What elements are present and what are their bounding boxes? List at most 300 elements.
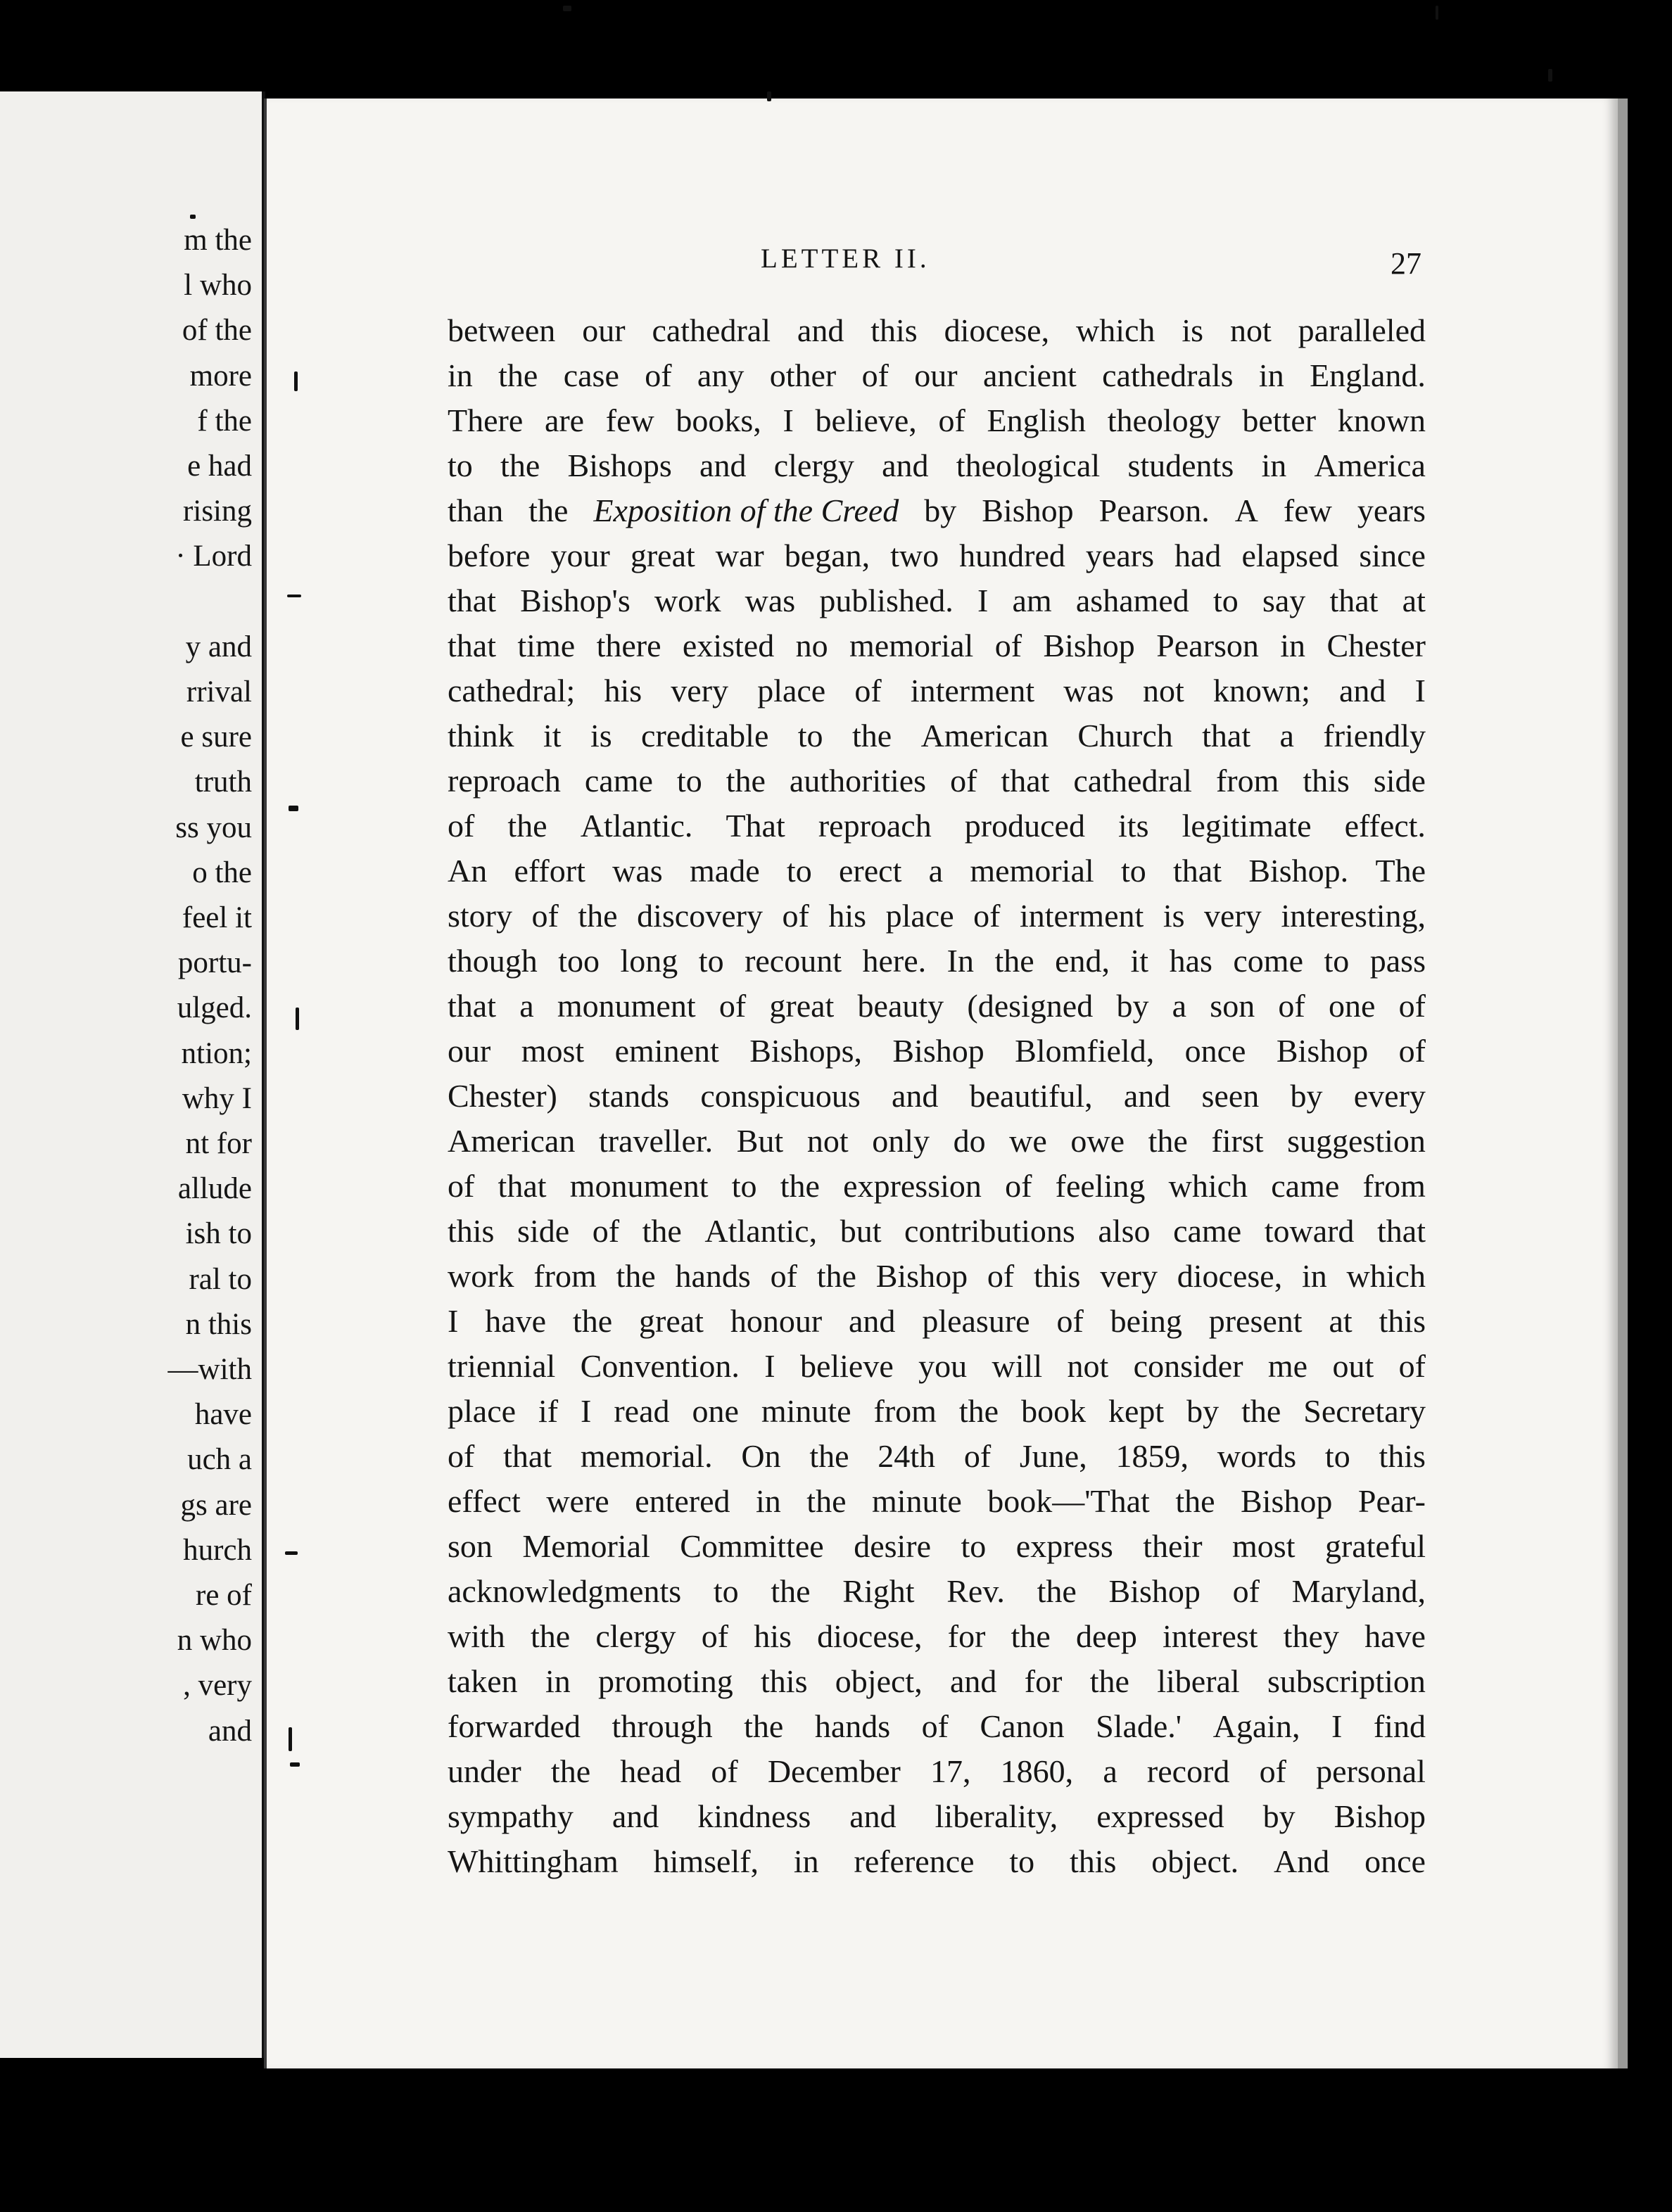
word: and	[849, 1303, 896, 1339]
word: Bishop	[1276, 1033, 1369, 1069]
word: minute	[871, 1483, 962, 1519]
word: once	[1184, 1033, 1246, 1069]
word: There	[448, 402, 524, 438]
word: Maryland,	[1291, 1573, 1426, 1609]
word: the	[726, 763, 766, 799]
facing-page-fragment: ss you	[175, 811, 252, 844]
word: But	[736, 1123, 784, 1159]
word: American	[920, 718, 1049, 754]
word: the	[507, 808, 547, 844]
word: produced	[964, 808, 1085, 844]
word: effect.	[1344, 808, 1426, 844]
word: expression	[843, 1168, 982, 1204]
word: Bishop	[1108, 1573, 1201, 1609]
word: began,	[784, 538, 870, 573]
word: will	[992, 1348, 1043, 1384]
word: eminent	[614, 1033, 719, 1069]
word: kindness	[697, 1798, 811, 1834]
word: I	[783, 402, 794, 438]
word: clergy	[773, 447, 854, 483]
word: the	[500, 447, 540, 483]
word: this	[761, 1663, 808, 1699]
word: his	[828, 898, 867, 934]
word: is	[590, 718, 612, 754]
word: son	[1210, 988, 1255, 1024]
word: diocese,	[1177, 1258, 1283, 1294]
word: (designed	[967, 988, 1094, 1024]
facing-page-fragment: —with	[167, 1353, 252, 1386]
facing-page-fragment: ulged.	[177, 991, 252, 1025]
word: creditable	[641, 718, 769, 754]
word: I	[977, 583, 989, 618]
word: too	[558, 943, 600, 979]
word: since	[1359, 538, 1426, 573]
word: once	[1364, 1843, 1426, 1879]
word: this	[448, 1213, 495, 1249]
word: minute	[761, 1393, 851, 1429]
word: to	[448, 447, 473, 483]
word: expressed	[1096, 1798, 1224, 1834]
word: legitimate	[1182, 808, 1312, 844]
word: came	[584, 763, 653, 799]
word: not	[1229, 312, 1272, 348]
word: and	[797, 312, 844, 348]
word: triennial	[448, 1348, 556, 1384]
word: for	[947, 1618, 986, 1654]
word: published.	[819, 583, 954, 618]
word: of	[701, 1618, 729, 1654]
text-line	[448, 1614, 1426, 1659]
text-line	[448, 1164, 1426, 1209]
word: reproach	[818, 808, 932, 844]
word: conspicuous	[700, 1078, 861, 1114]
word: grateful	[1324, 1528, 1426, 1564]
word: their	[1143, 1528, 1203, 1564]
facing-page-fragment: e had	[187, 450, 252, 483]
word: which	[1076, 312, 1155, 348]
text-line	[448, 623, 1426, 668]
text-line	[448, 1524, 1426, 1569]
word: think	[448, 718, 514, 754]
word: most	[521, 1033, 585, 1069]
word: acknowledgments	[448, 1573, 682, 1609]
word: years	[1357, 492, 1426, 528]
word: consider	[1133, 1348, 1243, 1384]
word: the	[550, 1753, 591, 1789]
word: between	[448, 312, 556, 348]
word: of	[973, 898, 1001, 934]
word: had	[1174, 538, 1222, 573]
word: of	[963, 1438, 992, 1474]
text-line	[448, 1254, 1426, 1299]
word: read	[614, 1393, 670, 1429]
word: there	[596, 628, 661, 663]
facing-page-fragment: l who	[184, 269, 252, 303]
word: of	[1398, 988, 1426, 1024]
word: at	[1329, 1303, 1353, 1339]
text-line	[448, 488, 1426, 533]
word: of	[1056, 1303, 1084, 1339]
word: diocese,	[817, 1618, 923, 1654]
word: kept	[1108, 1393, 1165, 1429]
word: Right	[842, 1573, 915, 1609]
word: with	[448, 1618, 505, 1654]
word: by	[1186, 1393, 1220, 1429]
word: of	[448, 1438, 475, 1474]
word: toward	[1264, 1213, 1355, 1249]
word: ashamed	[1075, 583, 1189, 618]
word: the	[1148, 1123, 1188, 1159]
text-line	[448, 758, 1426, 803]
facing-page-fragment: m the	[184, 224, 252, 257]
word: story	[448, 898, 512, 934]
word: Slade.'	[1096, 1708, 1182, 1744]
word: liberal	[1157, 1663, 1240, 1699]
word: to	[731, 1168, 757, 1204]
facing-page-fragment: ntion;	[181, 1036, 252, 1070]
facing-page-fragment: n this	[185, 1307, 252, 1341]
word: discovery	[637, 898, 763, 934]
facing-page-fragment: e sure	[180, 720, 252, 754]
word: great	[639, 1303, 704, 1339]
text-line	[448, 1704, 1426, 1749]
word: America	[1314, 447, 1426, 483]
word: Again,	[1212, 1708, 1300, 1744]
text-line	[448, 668, 1426, 713]
word: the	[806, 1483, 847, 1519]
facing-page-fragment: f the	[197, 404, 252, 438]
word: of	[782, 898, 809, 934]
word: cathedral;	[448, 673, 576, 708]
word: though	[448, 943, 538, 979]
word: of	[861, 357, 889, 393]
word: stands	[588, 1078, 670, 1114]
scan-speck	[190, 215, 196, 219]
word: at	[1402, 583, 1426, 618]
word: hands	[675, 1258, 751, 1294]
word: words	[1217, 1438, 1297, 1474]
word: has	[1169, 943, 1212, 979]
word: personal	[1316, 1753, 1426, 1789]
word: every	[1353, 1078, 1426, 1114]
word: Convention.	[580, 1348, 740, 1384]
word: to	[786, 853, 812, 889]
word: object.	[1151, 1843, 1239, 1879]
word: place	[885, 898, 954, 934]
word: the	[528, 492, 569, 528]
word: we	[1009, 1123, 1047, 1159]
word: to	[1120, 853, 1146, 889]
text-line	[448, 1389, 1426, 1434]
word: the	[578, 898, 618, 934]
word: do	[953, 1123, 986, 1159]
word: I	[581, 1393, 592, 1429]
word: June,	[1019, 1438, 1087, 1474]
word: I	[448, 1303, 459, 1339]
word: of	[921, 1708, 949, 1744]
word: place	[448, 1393, 517, 1429]
word: his	[754, 1618, 792, 1654]
word: from	[873, 1393, 937, 1429]
word: that	[448, 583, 496, 618]
facing-page-fragment: and	[208, 1714, 252, 1748]
word: before	[448, 538, 531, 573]
word: suggestion	[1287, 1123, 1426, 1159]
word: books,	[676, 402, 761, 438]
word: from	[1215, 763, 1279, 799]
word: case	[563, 357, 619, 393]
word: Chester)	[448, 1078, 557, 1114]
word: of	[987, 1258, 1015, 1294]
word: honour	[730, 1303, 823, 1339]
word: that	[1202, 718, 1251, 754]
word: the	[994, 943, 1034, 979]
word: contributions	[904, 1213, 1075, 1249]
word: pass	[1369, 943, 1426, 979]
word: in	[448, 357, 473, 393]
word: beauty	[857, 988, 944, 1024]
word: a	[519, 988, 534, 1024]
word: 17,	[930, 1753, 971, 1789]
word: by	[1262, 1798, 1296, 1834]
word: a	[1103, 1753, 1117, 1789]
word: Bishop	[875, 1258, 968, 1294]
word: and	[699, 447, 747, 483]
text-line	[448, 1029, 1426, 1074]
word: side	[1373, 763, 1426, 799]
word: hands	[814, 1708, 891, 1744]
word: English	[987, 402, 1087, 438]
word: pleasure	[922, 1303, 1030, 1339]
word: interment	[1020, 898, 1144, 934]
word: elapsed	[1241, 538, 1339, 573]
word: that	[1173, 853, 1222, 889]
word: and	[882, 447, 929, 483]
word: paralleled	[1298, 312, 1426, 348]
text-line	[448, 848, 1426, 894]
word: is	[1163, 898, 1185, 934]
word: first	[1211, 1123, 1264, 1159]
word: the	[771, 1573, 811, 1609]
word: Bishop	[982, 492, 1074, 528]
word: was	[612, 853, 663, 889]
word: by	[1290, 1078, 1323, 1114]
word: your	[550, 538, 610, 573]
word: not	[1142, 673, 1184, 708]
word: existed	[682, 628, 775, 663]
word: came	[1173, 1213, 1242, 1249]
scan-speck	[1436, 6, 1438, 20]
facing-page-fragment: feel it	[182, 901, 252, 934]
text-line	[448, 1749, 1426, 1794]
word: owe	[1070, 1123, 1125, 1159]
word: not	[806, 1123, 849, 1159]
word: end,	[1055, 943, 1110, 979]
word: long	[620, 943, 678, 979]
word: the	[851, 718, 892, 754]
word: Bishops,	[749, 1033, 862, 1069]
word: under	[448, 1753, 521, 1789]
word: the	[498, 357, 538, 393]
word: time	[517, 628, 576, 663]
word: authorities	[789, 763, 927, 799]
word: than	[448, 492, 504, 528]
word: that	[503, 1438, 552, 1474]
word: December	[767, 1753, 901, 1789]
text-line	[448, 984, 1426, 1029]
word: liberality,	[935, 1798, 1058, 1834]
word: cathedral	[1073, 763, 1192, 799]
word: and	[849, 1798, 897, 1834]
word: recount	[745, 943, 842, 979]
word: Bishop	[892, 1033, 984, 1069]
word: one	[692, 1393, 739, 1429]
word: taken	[448, 1663, 518, 1699]
scan-speck	[290, 1762, 300, 1767]
book-page	[264, 98, 1628, 2068]
word: of	[950, 763, 977, 799]
text-line	[448, 1119, 1426, 1164]
word: 24th	[878, 1438, 936, 1474]
word: erect	[839, 853, 902, 889]
word: Blomfield,	[1015, 1033, 1155, 1069]
word: for	[1024, 1663, 1063, 1699]
scan-speck	[285, 1551, 298, 1555]
word: war	[715, 538, 764, 573]
word: known;	[1212, 673, 1310, 708]
word: this	[1303, 763, 1350, 799]
word: very	[671, 673, 729, 708]
word: very	[1100, 1258, 1158, 1294]
word: also	[1098, 1213, 1151, 1249]
facing-page-fragment: truth	[194, 765, 252, 799]
facing-page-fragment: have	[194, 1398, 252, 1432]
text-line	[448, 1839, 1426, 1884]
text-line	[448, 1479, 1426, 1524]
scan-speck	[287, 595, 301, 597]
word: out	[1332, 1348, 1374, 1384]
facing-page-fragment: y and	[185, 630, 252, 663]
word: no	[795, 628, 828, 663]
word: to	[1009, 1843, 1035, 1879]
scan-speck	[289, 806, 298, 811]
facing-page-fragment: rrival	[186, 675, 252, 708]
facing-page-fragment: n who	[177, 1624, 252, 1658]
text-line	[448, 533, 1426, 578]
facing-page-fragment: nt for	[185, 1127, 252, 1160]
word: better	[1242, 402, 1317, 438]
word: few	[1283, 492, 1332, 528]
facing-page-fragment: · Lord	[175, 540, 252, 573]
word: memorial	[849, 628, 974, 663]
word: it	[543, 718, 562, 754]
word: seen	[1201, 1078, 1260, 1114]
word: other	[769, 357, 837, 393]
word: of	[994, 628, 1022, 663]
word: friendly	[1323, 718, 1426, 754]
facing-page	[0, 91, 265, 2058]
text-line	[448, 1659, 1426, 1704]
word: this	[1033, 1258, 1081, 1294]
word: England.	[1310, 357, 1426, 393]
text-line	[448, 443, 1426, 488]
word: in	[545, 1663, 571, 1699]
word: believe	[799, 1348, 894, 1384]
word: the	[958, 1393, 999, 1429]
word: me	[1267, 1348, 1308, 1384]
word: the	[1037, 1573, 1077, 1609]
word: interest	[1163, 1618, 1258, 1654]
facing-page-fragment: of the	[182, 314, 252, 348]
word: monument	[569, 1168, 709, 1204]
word: work	[654, 583, 721, 618]
word: it	[1130, 943, 1149, 979]
word: of	[1259, 1753, 1286, 1789]
word: record	[1146, 1753, 1230, 1789]
text-line	[448, 939, 1426, 984]
word: in	[1280, 628, 1306, 663]
word: Church	[1077, 718, 1173, 754]
word: any	[697, 357, 745, 393]
facing-page-fragment: uch a	[187, 1443, 252, 1477]
word: That	[726, 808, 785, 844]
word: to	[713, 1573, 739, 1609]
text-line	[448, 308, 1426, 353]
word: made	[690, 853, 760, 889]
word: of	[938, 402, 965, 438]
text-line	[448, 353, 1426, 398]
word: they	[1283, 1618, 1339, 1654]
word: the	[744, 1708, 784, 1744]
word: of	[448, 808, 475, 844]
word: desire	[854, 1528, 932, 1564]
text-line	[448, 1434, 1426, 1479]
word: work	[448, 1258, 514, 1294]
word: students	[1127, 447, 1234, 483]
word: in	[1301, 1258, 1327, 1294]
facing-page-fragment: portu-	[177, 946, 252, 980]
word: 1859,	[1115, 1438, 1189, 1474]
word: of	[770, 1258, 797, 1294]
word: Bishop	[1334, 1798, 1426, 1834]
word: and	[1339, 673, 1386, 708]
word: I	[1414, 673, 1426, 708]
text-line	[448, 1299, 1426, 1344]
word: find	[1373, 1708, 1426, 1744]
word: a	[1279, 718, 1294, 754]
word: Rev.	[946, 1573, 1005, 1609]
facing-page-fragment: o the	[192, 856, 252, 889]
facing-page-fragment: why I	[182, 1081, 252, 1115]
word: the	[530, 1618, 571, 1654]
word: express	[1015, 1528, 1113, 1564]
word: effort	[514, 853, 585, 889]
word: of	[1398, 1348, 1426, 1384]
word: are	[544, 402, 585, 438]
word: The	[1375, 853, 1426, 889]
word: through	[612, 1708, 713, 1744]
word: monument	[557, 988, 696, 1024]
text-line	[448, 578, 1426, 623]
word: Bishop's	[520, 583, 631, 618]
word: the	[816, 1258, 856, 1294]
word: were	[546, 1483, 609, 1519]
word: Secretary	[1303, 1393, 1426, 1429]
word: the	[1089, 1663, 1129, 1699]
word: entered	[635, 1483, 730, 1519]
word: the	[1241, 1393, 1281, 1429]
facing-page-fragment: ral to	[189, 1262, 252, 1296]
